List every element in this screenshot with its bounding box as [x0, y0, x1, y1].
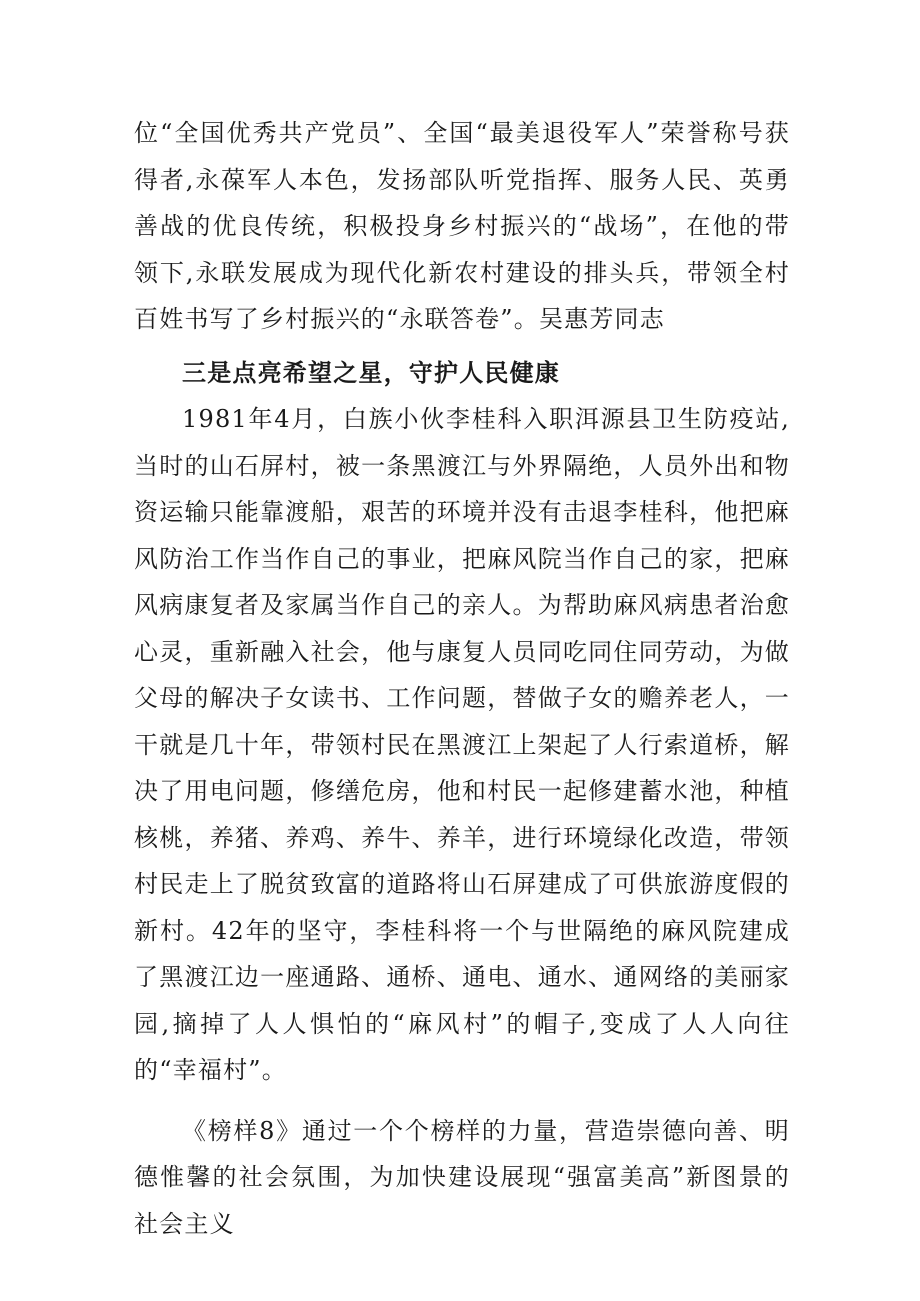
document-page: [134, 110, 790, 1247]
section-heading-3: 三是点亮希望之星，守护人民健康: [182, 358, 560, 387]
paragraph-continued: 位“全国优秀共产党员”、全国“最美退役军人”荣誉称号获得者,永葆军人本色，发扬部队听党指挥、服务人民、英勇善战的优良传统，积极投身乡村振兴的“战场”，在他的带领下,永联发展成为现代化新农村建设的排头兵，带领全村百姓书写了乡村振兴的“永联答卷”。吴惠芳同志: [134, 119, 790, 333]
paragraph-bangyang: 《榜样8》通过一个个榜样的力量，营造崇德向善、明德惟馨的社会氛围，为加快建设展现“强富美高”新图景的社会主义: [134, 1116, 790, 1238]
paragraph-li-guike: 1981年4月，白族小伙李桂科入职洱源县卫生防疫站,当时的山石屏村，被一条黑渡江与外界隔绝，人员外出和物资运输只能靠渡船，艰苦的环境并没有击退李桂科，他把麻风防治工作当作自己的事业，把麻风院当作自己的家，把麻风病康复者及家属当作自己的亲人。为帮助麻风病患者治愈心灵，重新融入社会，他与康复人员同吃同住同劳动，为做父母的解决子女读书、工作问题，替做子女的赡养老人，一干就是几十年，带领村民在黑渡江上架起了人行索道桥，解决了用电问题，修缮危房，他和村民一起修建蓄水池，种植核桃，养猪、养鸡、养牛、养羊，进行环境绿化改造，带领村民走上了脱贫致富的道路将山石屏建成了可供旅游度假的新村。42年的坚守，李桂科将一个与世隔绝的麻风院建成了黑渡江边一座通路、通桥、通电、通水、通网络的美丽家园,摘掉了人人惧怕的“麻风村”的帽子,变成了人人向往的“幸福村”。: [134, 405, 790, 1084]
